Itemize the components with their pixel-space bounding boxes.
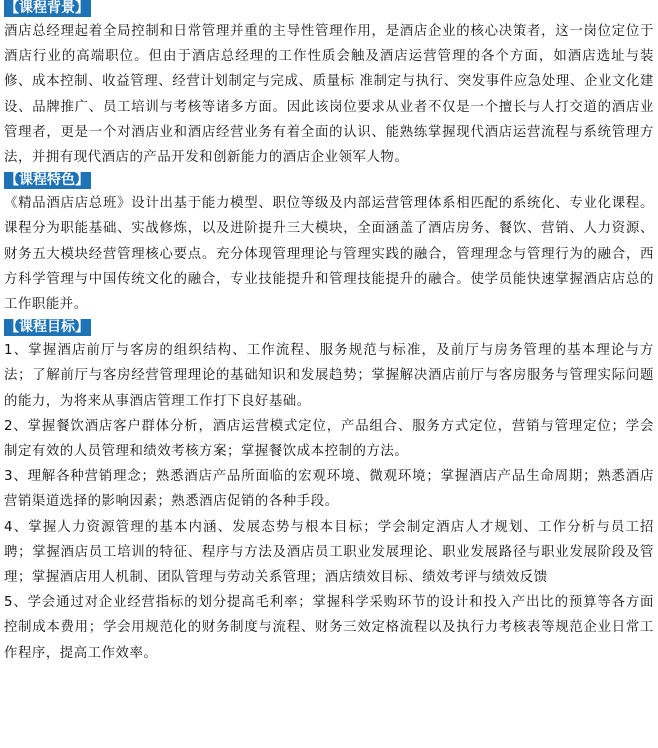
section-heading-features: 【课程特色】 bbox=[5, 172, 89, 189]
section-goals-header bbox=[4, 317, 654, 338]
section-heading-goals: 【课程目标】 bbox=[5, 319, 89, 336]
background-paragraph: 酒店总经理起着全局控制和日常管理并重的主导性管理作用，是酒店企业的核心决策者，这一岗位定位于酒店行业的高端职位。但由于酒店总经理的工作性质会触及酒店运营管理的各个方面，如酒店选址与装修、成本控制、收益管理、经营计划制定与完成、质量标 准制定与执行、突发事件应急处理、企业文化建设、品牌推广、员工培训与考核等诸多方面。因此该岗位要求从业者不仅是一个擅长与人打交道的酒店业管理者，更是一个对酒店业和酒店经营业务有着全面的认识、能熟练掌握现代酒店运营流程与系统管理方法，并拥有现代酒店的产品开发和创新能力的酒店企业领军人物。 bbox=[4, 24, 654, 166]
features-paragraph: 《精品酒店店总班》设计出基于能力模型、职位等级及内部运营管理体系相匹配的系统化、专业化课程。课程分为职能基础、实战修炼，以及进阶提升三大模块，全面涵盖了酒店房务、餐饮、营销、人力资源、财务五大模块经营管理核心要点。充分体现管理理论与管理实践的融合，管理理念与管理行为的融合，西方科学管理与中国传统文化的融合，专业技能提升和管理技能提升的融合。使学员能快速掌握酒店店总的工作职能并。 bbox=[4, 196, 654, 313]
goal-item-5: 5、学会通过对企业经营指标的划分提高毛利率；掌握科学采购环节的设计和投入产出比的预算等各方面控制成本费用；学会用规范化的财务制度与流程、财务三效定格流程以及执行力考核表等规范企业日常工作程序，提高工作效率。 bbox=[4, 595, 654, 661]
goal-item-1: 1、掌握酒店前厅与客房的组织结构、工作流程、服务规范与标准，及前厅与房务管理的基本理论与方法；了解前厅与客房经营管理理论的基础知识和发展趋势；掌握解决酒店前厅与客房服务与管理实际问题的能力，为将来从事酒店管理工作打下良好基础。 bbox=[4, 343, 654, 409]
section-heading-background: 【课程背景】 bbox=[5, 0, 89, 16]
section-background-header bbox=[4, 0, 654, 19]
goal-item-4: 4、掌握人力资源管理的基本内涵、发展态势与根本目标；学会制定酒店人才规划、工作分析与员工招聘；掌握酒店员工培训的特征、程序与方法及酒店员工职业发展理论、职业发展路径与职业发展阶段及管理；掌握酒店用人机制、团队管理与劳动关系管理；酒店绩效目标、绩效考评与绩效反馈 bbox=[4, 519, 654, 586]
section-features-header bbox=[4, 170, 654, 191]
goal-item-3: 3、理解各种营销理念；熟悉酒店产品所面临的宏观环境、微观环境；掌握酒店产品生命周期；熟悉酒店营销渠道选择的影响因素；熟悉酒店促销的各种手段。 bbox=[4, 469, 654, 510]
goal-item-2: 2、掌握餐饮酒店客户群体分析，酒店运营模式定位，产品组合、服务方式定位，营销与管理定位；学会制定有效的人员管理和绩效考核方案；掌握餐饮成本控制的方法。 bbox=[4, 418, 654, 460]
